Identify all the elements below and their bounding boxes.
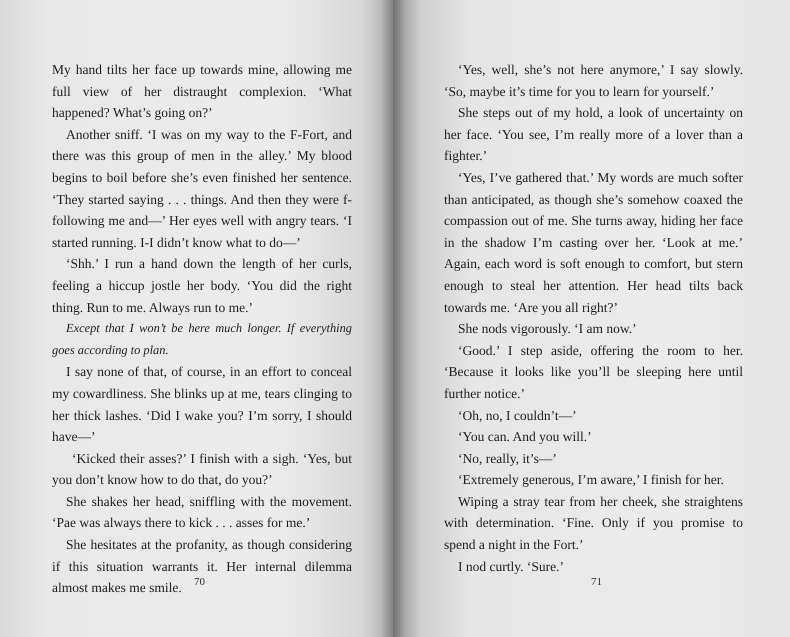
paragraph: ‘Good.’ I step aside, offering the room to her. ‘Because it looks like you’ll be sleeping here until further notice.’ [444, 342, 743, 401]
paragraph: She steps out of my hold, a look of uncertainty on her face. ‘You see, I’m really more of a lover than a fighter.’ [444, 105, 743, 164]
paragraph: She hesitates at the profanity, as though considering if this situation warrants it. Her internal dilemma almost makes me smile. [52, 537, 352, 596]
page-number: 70 [194, 576, 205, 588]
paragraph: Wiping a stray tear from her cheek, she straightens with determination. ‘Fine. Only if you promise to spend a night in the Fort.’ [444, 493, 743, 553]
right-page-text [444, 59, 743, 577]
paragraph: My hand tilts her face up towards mine, allowing me full view of her distraught complexion. ‘What happened? What’s going on?’ [52, 62, 352, 121]
paragraph: ‘No, really, it’s—’ [458, 450, 557, 466]
paragraph: ‘Extremely generous, I’m aware,’ I finish for her. [458, 472, 724, 488]
page-number: 71 [591, 576, 602, 588]
right-page [393, 0, 790, 637]
paragraph: ‘Kicked their asses?’ I finish with a sigh. ‘Yes, but you don’t know how to do that, do you?’ [52, 450, 352, 488]
paragraph: ‘Shh.’ I run a hand down the length of her curls, feeling a hiccup jostle her body. ‘You did the right thing. Run to me. Always run to me.’ [52, 256, 352, 315]
paragraph: She shakes her head, sniffling with the movement. ‘Pae was always there to kick . . . asses for me.’ [52, 493, 352, 531]
paragraph: I say none of that, of course, in an effort to conceal my cowardliness. She blinks up at me, tears clinging to her thick lashes. ‘Did I wake you? I’m sorry, I should have—’ [52, 364, 352, 445]
paragraph: Another sniff. ‘I was on my way to the F-Fort, and there was this group of men in the alley.’ My blood begins to boil before she’s even finished her sentence. ‘They started saying . . . things. And then they were f-following me and—’ Her eyes well with angry tears. ‘I started running. I-I didn’t know what to do—’ [52, 126, 352, 250]
paragraph: ‘Oh, no, I couldn’t—’ [458, 407, 577, 423]
paragraph: ‘Yes, well, she’s not here anymore,’ I say slowly. ‘So, maybe it’s time for you to learn for yourself.’ [444, 62, 743, 99]
paragraph: ‘Yes, I’ve gathered that.’ My words are much softer than anticipated, as though she’s somehow coaxed the compassion out of me. She turns away, hiding her face in the shadow I’m casting over her. ‘Look at me.’ Again, each word is soft enough to comfort, but stern enough to steal her attention. Her head tilts back towards me. ‘Are you all right?’ [444, 169, 743, 315]
paragraph: ‘You can. And you will.’ [458, 429, 592, 445]
left-page [0, 0, 393, 637]
paragraph: I nod curtly. ‘Sure.’ [458, 558, 564, 574]
italic-paragraph: Except that I won’t be here much longer. If everything goes according to plan. [52, 321, 352, 357]
left-page-text [52, 59, 352, 599]
paragraph: She nods vigorously. ‘I am now.’ [458, 321, 637, 337]
